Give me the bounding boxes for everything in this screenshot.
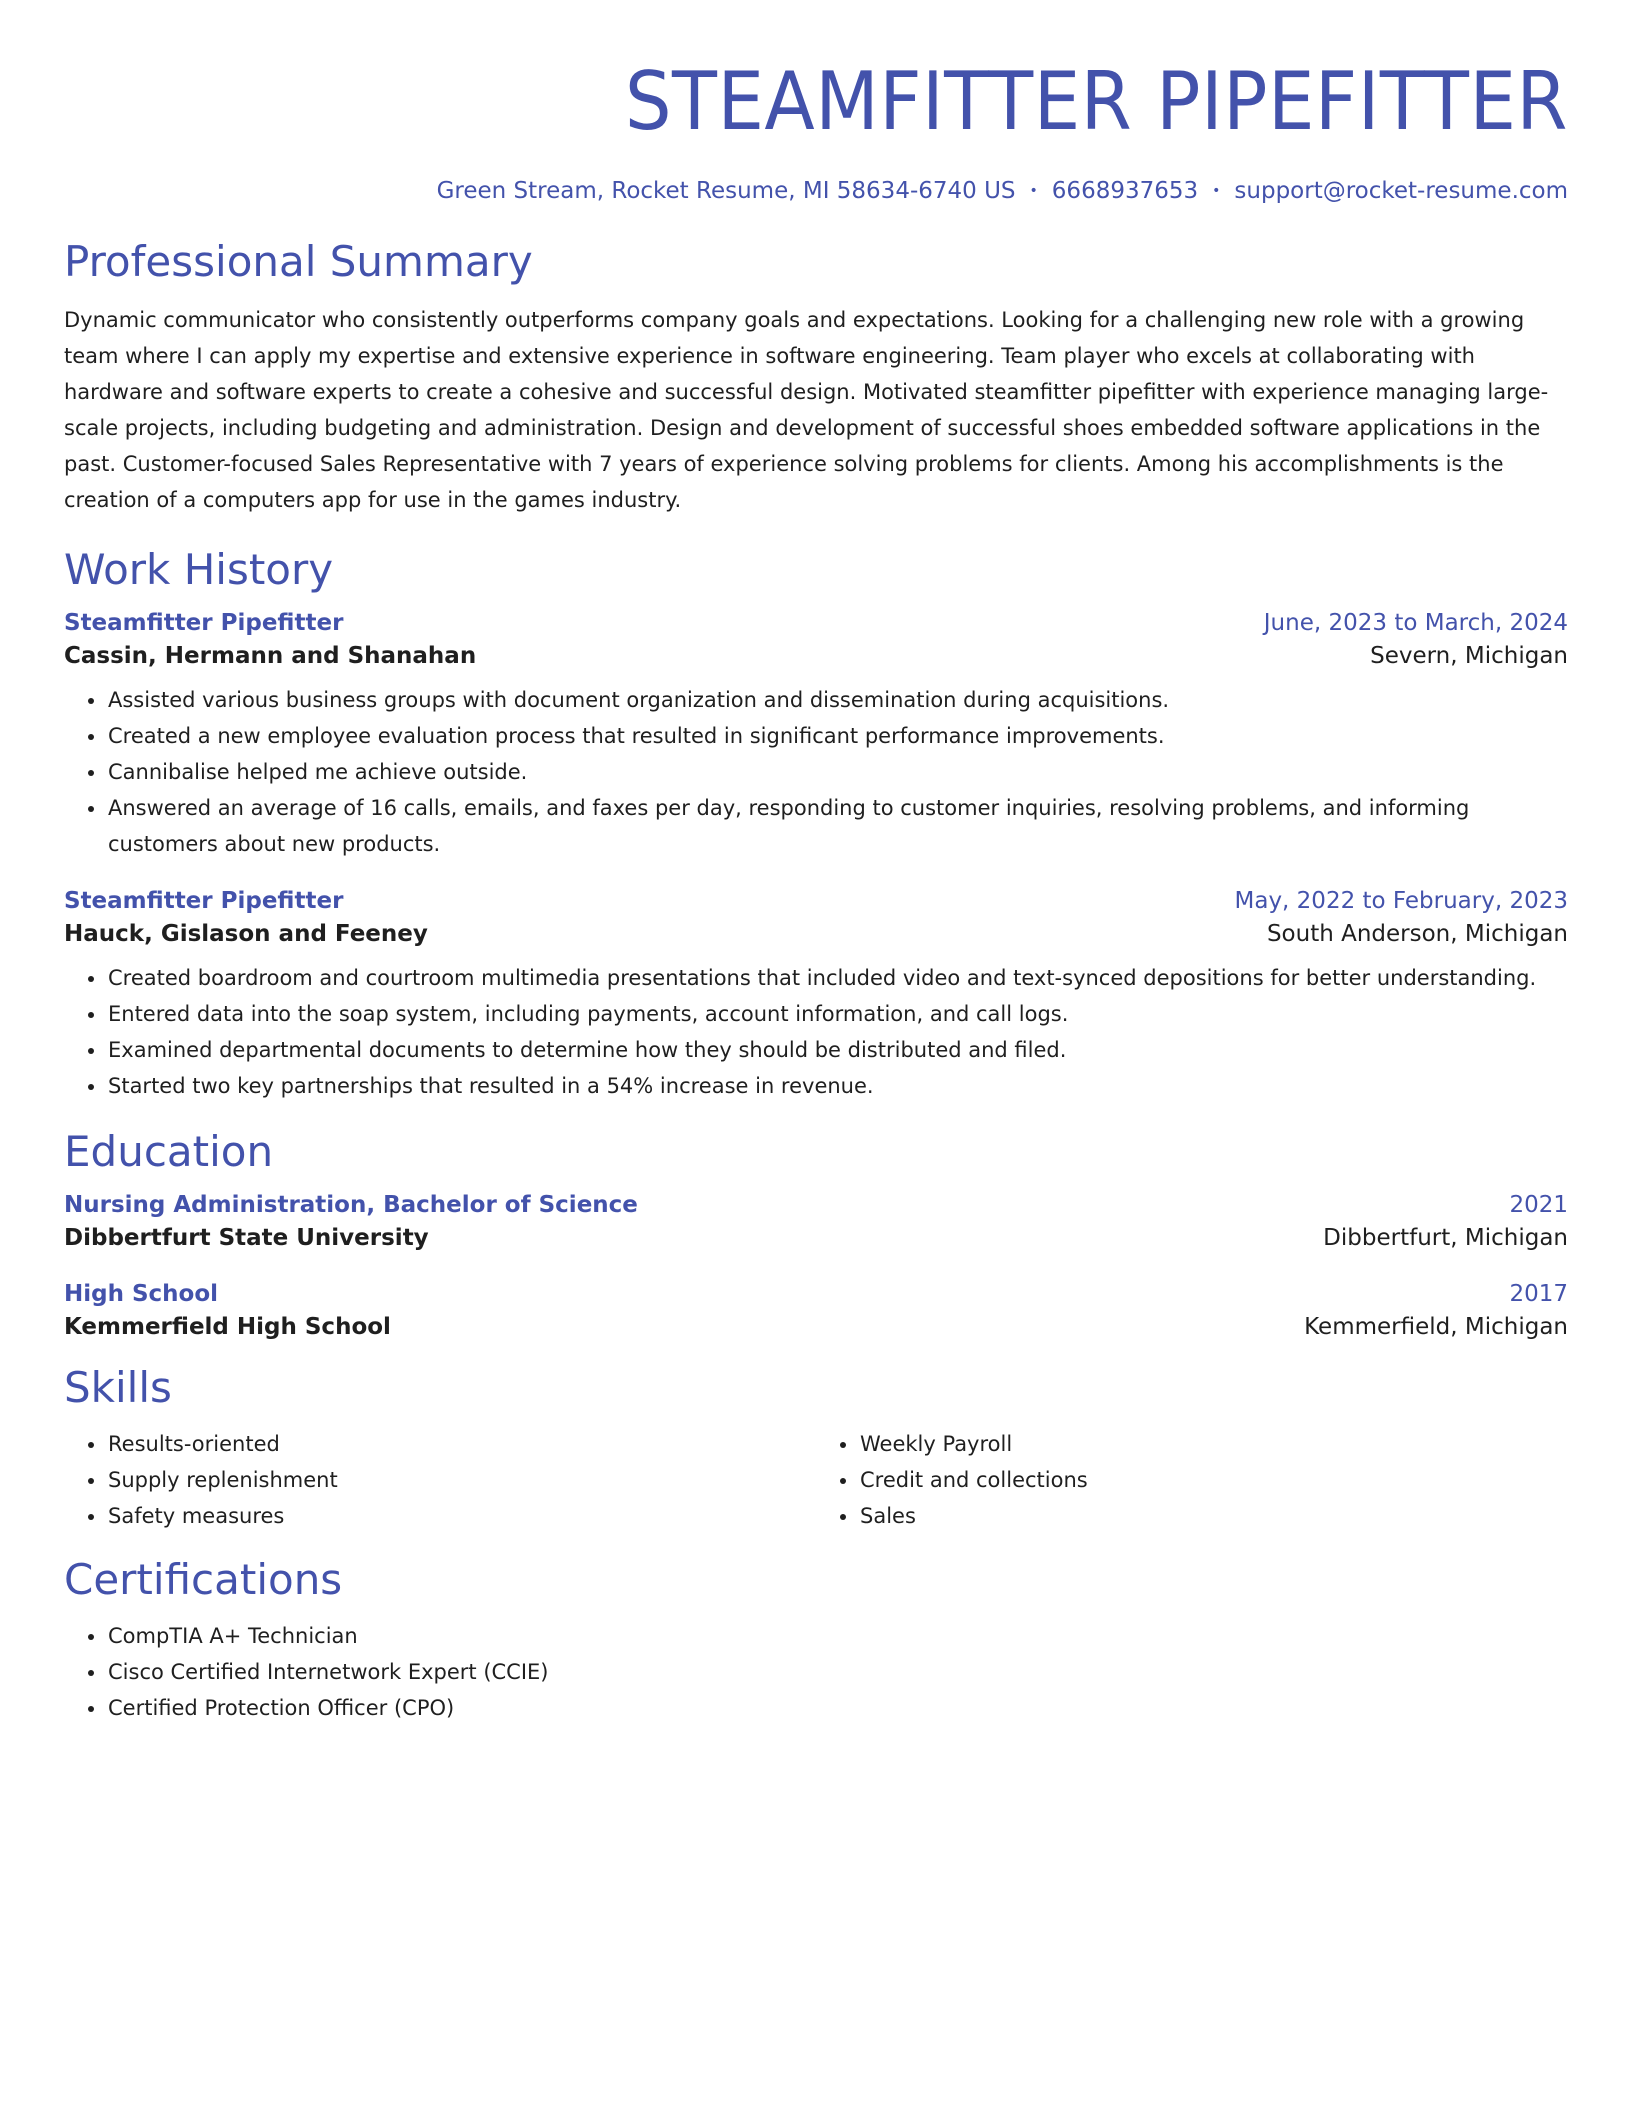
contact-email: support@rocket-resume.com	[1234, 178, 1568, 204]
list-item: • Supply replenishment	[107, 1462, 816, 1498]
contact-phone: 6668937653	[1051, 178, 1199, 204]
list-item: • Safety measures	[107, 1498, 816, 1534]
list-item: • Examined departmental documents to determine how they should be distributed and filed.	[107, 1032, 1568, 1068]
education-school: Dibbertfurt State University	[64, 1225, 429, 1251]
skills-list-left	[64, 1426, 816, 1534]
education-school: Kemmerfield High School	[64, 1314, 391, 1340]
list-item: • Certified Protection Officer (CPO)	[107, 1690, 1568, 1726]
list-item: • Answered an average of 16 calls, emails, and faxes per day, responding to customer inquiries, resolving problems, and informing customers about new products.	[107, 790, 1568, 862]
education-location: Dibbertfurt, Michigan	[1323, 1225, 1568, 1251]
job-dates: May, 2022 to February, 2023	[1234, 888, 1568, 914]
candidate-name: STEAMFITTER PIPEFITTER	[624, 55, 1568, 148]
job-entry	[64, 610, 1568, 862]
education-school-row	[64, 1225, 1568, 1251]
section-title-summary: Professional Summary	[64, 237, 533, 286]
education-school-row	[64, 1314, 1568, 1340]
summary-text: Dynamic communicator who consistently outperforms company goals and expectations. Looking for a challenging new role with a growing team where I can apply my expertise and extensive experience in software engineering. Team player who excels at collaborating with hardware and software experts to create a cohesive and successful design. Motivated steamfitter pipefitter with experience managing large-scale projects, including budgeting and administration. Design and development of successful shoes embedded software applications in the past. Customer-focused Sales Representative with 7 years of experience solving problems for clients. Among his accomplishments is the creation of a computers app for use in the games industry.	[64, 308, 1549, 512]
certifications-list	[64, 1618, 1568, 1726]
job-company-row	[64, 921, 1568, 947]
list-item: • Started two key partnerships that resulted in a 54% increase in revenue.	[107, 1068, 1568, 1104]
education-entry	[64, 1192, 1568, 1251]
list-item: • Weekly Payroll	[859, 1426, 1568, 1462]
list-item: • CompTIA A+ Technician	[107, 1618, 1568, 1654]
education-degree: Nursing Administration, Bachelor of Science	[64, 1192, 638, 1218]
job-bullets	[64, 682, 1568, 862]
job-header-row	[64, 888, 1568, 914]
list-item: • Assisted various business groups with document organization and dissemination during acquisitions.	[107, 682, 1568, 718]
skills-grid	[64, 1426, 1568, 1534]
list-item: • Created boardroom and courtroom multimedia presentations that included video and text-synced depositions for better understanding.	[107, 960, 1568, 996]
job-location: South Anderson, Michigan	[1266, 921, 1568, 947]
job-bullets	[64, 960, 1568, 1104]
job-location: Severn, Michigan	[1370, 643, 1568, 669]
job-company: Hauck, Gislason and Feeney	[64, 921, 428, 947]
section-title-skills: Skills	[64, 1363, 172, 1412]
education-degree: High School	[64, 1281, 219, 1307]
job-title: Steamfitter Pipefitter	[64, 610, 344, 636]
list-item: • Credit and collections	[859, 1462, 1568, 1498]
section-title-certifications: Certifications	[64, 1555, 343, 1604]
education-header-row	[64, 1281, 1568, 1307]
job-header-row	[64, 610, 1568, 636]
contact-separator: •	[1029, 183, 1038, 199]
section-title-education: Education	[64, 1127, 274, 1176]
skills-list-right	[816, 1426, 1568, 1534]
contact-separator: •	[1212, 183, 1221, 199]
section-title-work-history: Work History	[64, 545, 334, 594]
list-item: • Sales	[859, 1498, 1568, 1534]
list-item: • Cannibalise helped me achieve outside.	[107, 754, 1568, 790]
job-title: Steamfitter Pipefitter	[64, 888, 344, 914]
contact-address: Green Stream, Rocket Resume, MI 58634-6740 US	[436, 178, 1016, 204]
list-item: • Entered data into the soap system, including payments, account information, and call logs.	[107, 996, 1568, 1032]
job-company: Cassin, Hermann and Shanahan	[64, 643, 477, 669]
list-item: • Cisco Certified Internetwork Expert (CCIE)	[107, 1654, 1568, 1690]
job-company-row	[64, 643, 1568, 669]
education-location: Kemmerfield, Michigan	[1304, 1314, 1568, 1340]
contact-line	[64, 178, 1568, 204]
list-item: • Created a new employee evaluation process that resulted in significant performance improvements.	[107, 718, 1568, 754]
education-year: 2017	[1509, 1281, 1568, 1307]
job-dates: June, 2023 to March, 2024	[1263, 610, 1568, 636]
education-entry	[64, 1281, 1568, 1340]
job-entry	[64, 888, 1568, 1104]
education-header-row	[64, 1192, 1568, 1218]
list-item: • Results-oriented	[107, 1426, 816, 1462]
education-year: 2021	[1509, 1192, 1568, 1218]
